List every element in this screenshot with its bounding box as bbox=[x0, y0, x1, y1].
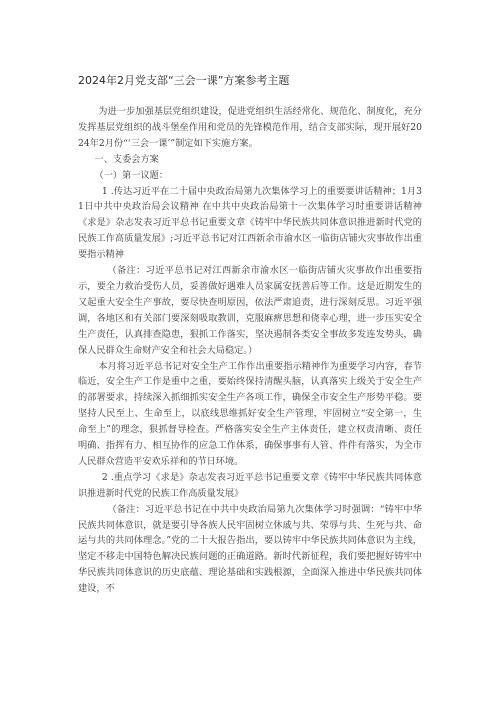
note-paragraph-2: （备注：习近平总书记在中共中央政治局第九次集体学习时强调：“铸牢中华民族共同体意识，就是要引导各族人民牢固树立休戚与共、荣辱与共、生死与共、命运与共的共同体理念。”党的二十大报告指出，要以铸牢中华民族共同体意识为主线，坚定不移走中国特色解决民族问题的正确道路。新时代新征程，我们要把握好铸牢中华民族共同体意识的历史底蕴、理论基础和实践根源，全面深入推进中华民族共同体建设，不 bbox=[78, 503, 422, 595]
section-heading: 一、支委会方案 bbox=[94, 153, 159, 165]
agenda-item-2: 2 .重点学习《求是》杂志发表习近平总书记重要文章《铸牢中华民族共同体意识推进新时代党的民族工作高质量发展》 bbox=[78, 471, 422, 499]
agenda-item-1: 1 .传达习近平在二十届中央政治局第九次集体学习上的重要要讲话精神；1月31日中共中央政治局会议精神 在中共中央政治局第十一次集体学习时重要讲话精神 《求是》杂志发表习近平总书记重要文章《铸牢中华民族共同体意识推进新时代党的民族工作高质量发展》;习近平总书记对江西新余市渝水区一临街店铺火灾事故作出重要指示精神 bbox=[78, 185, 422, 261]
subsection-heading: （一）第一议题： bbox=[94, 169, 169, 181]
study-paragraph: 本月将习近平总书记对安全生产工作作出重要指示精神作为重要学习内容，春节临近，安全生产工作是重中之重，要始终保持清醒头脑，认真落实上级关于安全生产的部署要求，持续深入抓细抓实安全生产各项工作，确保全市安全生产形势平稳。要坚持人民至上、生命至上，以底线思维抓好安全生产管理，牢固树立“安全第一，生命至上”的理念，狠抓督导检查。严格落实安全生产主体责任，建立权责清晰、责任明确、指挥有力、相互协作的应急工作体系，确保事事有人管、件件有落实，为全市人民群众营造平安欢乐祥和的节日环境。 bbox=[78, 360, 422, 467]
document-title: 2024年2月党支部“三会一课”方案参考主题 bbox=[78, 74, 290, 87]
note-paragraph-1: （备注：习近平总书记对江西新余市渝水区一临街店铺火灾事故作出重要指示，要全力救治受伤人员，妥善做好遇难人员家属安抚善后等工作。这是近期发生的又起重大安全生产事故，要尽快查明原因，依法严肃追责，进行深刻反思。习近平强调，各地区和有关部门要深刻吸取教训，克服麻痹思想和侥幸心理，进一步压实安全生产责任，认真排查隐患，狠抓工作落实，坚决遏制各类安全事故多发连发势头，确保人民群众生命财产安全和社会大局稳定。） bbox=[78, 265, 422, 356]
intro-paragraph: 为进一步加强基层党组织建设，促进党组织生活经常化、规范化、制度化，充分发挥基层党组织的战斗堡垒作用和党员的先锋模范作用，结合支部实际，现开展好2024年2月份“‘三会一课’”制定如下实施方案。 bbox=[78, 106, 422, 149]
document-body bbox=[78, 104, 422, 597]
